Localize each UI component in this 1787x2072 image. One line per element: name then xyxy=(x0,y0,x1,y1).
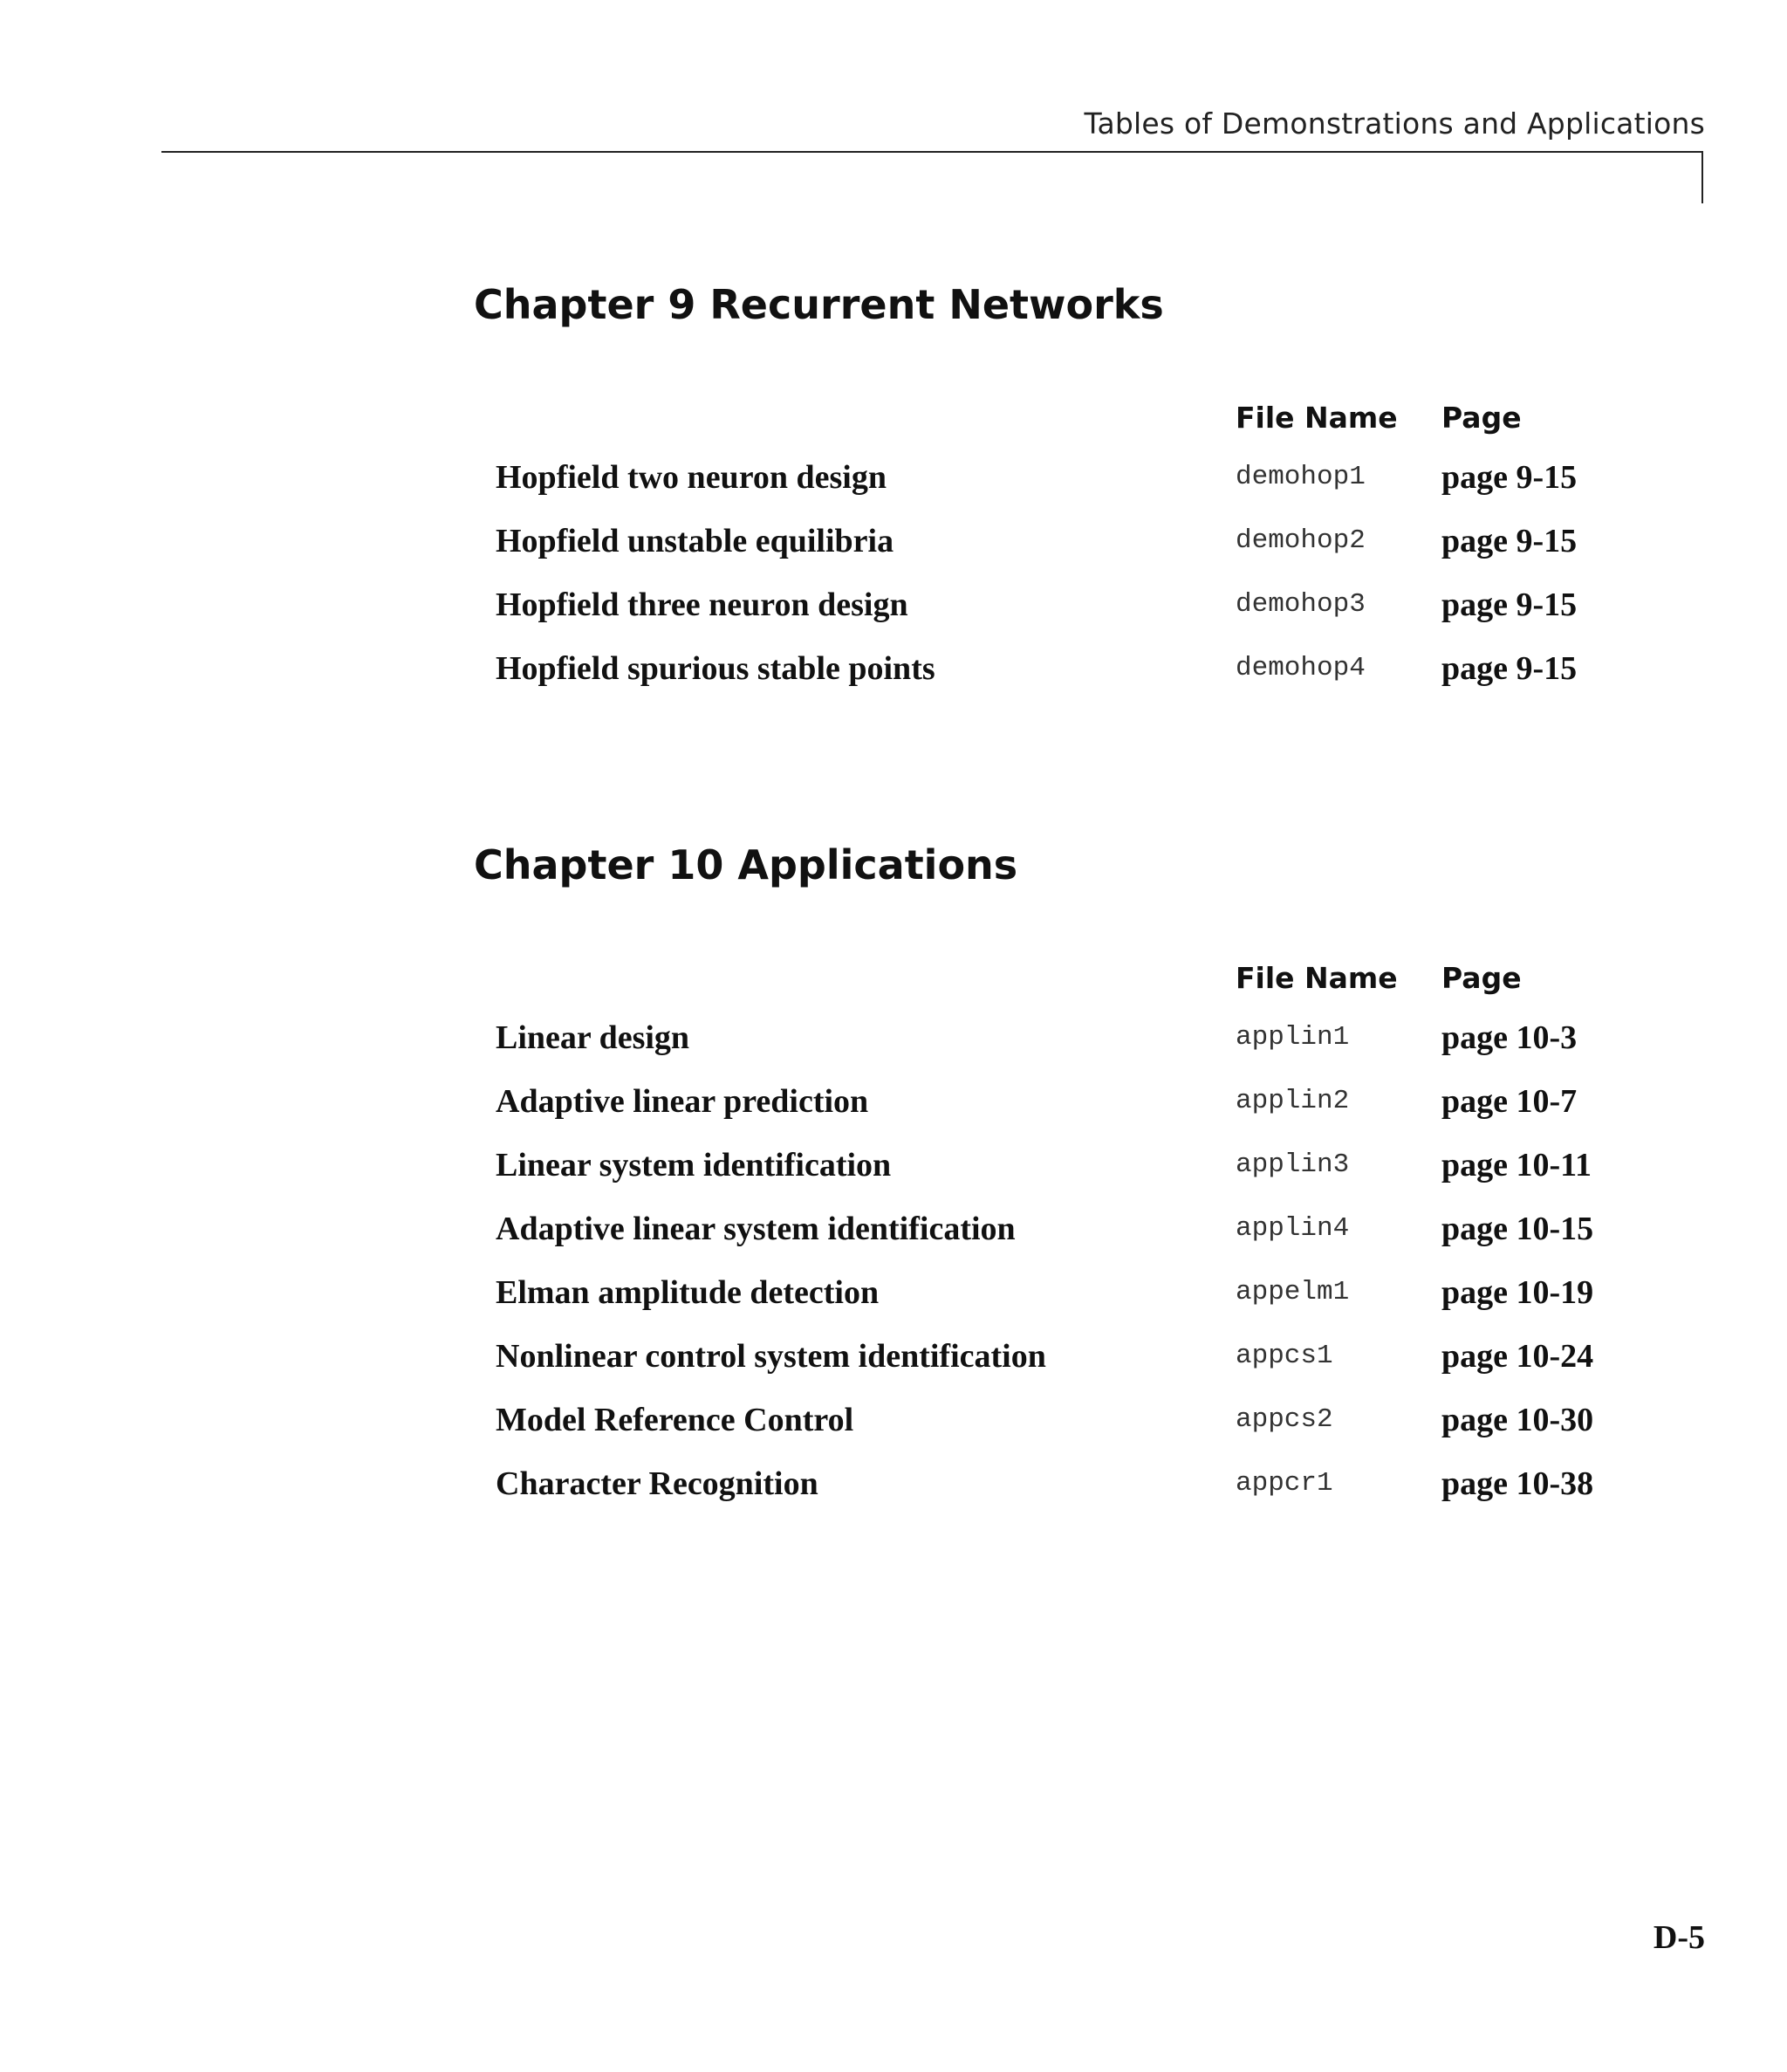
entry-page-ref: page 9-15 xyxy=(1441,523,1578,559)
entry-description: Model Reference Control xyxy=(496,1402,854,1438)
running-header: Tables of Demonstrations and Applications xyxy=(1084,106,1705,141)
table-row xyxy=(0,1465,1787,1517)
header-rule xyxy=(161,151,1703,153)
entry-file-name: demohop2 xyxy=(1236,525,1366,556)
entry-file-name: appcs2 xyxy=(1236,1404,1333,1435)
entry-description: Linear design xyxy=(496,1019,690,1056)
entry-description: Adaptive linear system identification xyxy=(496,1211,1016,1247)
entry-description: Linear system identification xyxy=(496,1147,892,1184)
chapter-9-col-file-name: File Name xyxy=(1236,401,1398,435)
entry-page-ref: page 10-3 xyxy=(1441,1019,1578,1056)
entry-file-name: appelm1 xyxy=(1236,1277,1350,1307)
entry-file-name: appcr1 xyxy=(1236,1468,1333,1499)
entry-page-ref: page 10-24 xyxy=(1441,1338,1594,1375)
entry-description: Adaptive linear prediction xyxy=(496,1083,869,1120)
entry-description: Hopfield two neuron design xyxy=(496,459,887,496)
entry-page-ref: page 10-30 xyxy=(1441,1402,1594,1438)
chapter-9-title: Chapter 9 Recurrent Networks xyxy=(474,281,1164,328)
table-row xyxy=(0,649,1787,702)
entry-page-ref: page 10-7 xyxy=(1441,1083,1578,1120)
chapter-10-title: Chapter 10 Applications xyxy=(474,841,1018,888)
chapter-10-col-page: Page xyxy=(1441,961,1522,995)
entry-description: Character Recognition xyxy=(496,1465,818,1502)
table-row xyxy=(0,1337,1787,1389)
entry-file-name: applin1 xyxy=(1236,1022,1350,1053)
entry-description: Nonlinear control system identification xyxy=(496,1338,1046,1375)
entry-page-ref: page 10-15 xyxy=(1441,1211,1594,1247)
entry-page-ref: page 10-19 xyxy=(1441,1274,1594,1311)
entry-file-name: appcs1 xyxy=(1236,1341,1333,1371)
entry-page-ref: page 9-15 xyxy=(1441,587,1578,623)
table-row xyxy=(0,586,1787,638)
table-row xyxy=(0,1082,1787,1135)
entry-file-name: applin3 xyxy=(1236,1149,1350,1180)
entry-file-name: applin2 xyxy=(1236,1086,1350,1116)
entry-file-name: demohop4 xyxy=(1236,653,1366,683)
table-row xyxy=(0,1273,1787,1326)
entry-description: Hopfield three neuron design xyxy=(496,587,908,623)
entry-description: Elman amplitude detection xyxy=(496,1274,880,1311)
chapter-10-col-file-name: File Name xyxy=(1236,961,1398,995)
table-row xyxy=(0,1146,1787,1198)
chapter-9-col-page: Page xyxy=(1441,401,1522,435)
page-number: D-5 xyxy=(1653,1919,1705,1956)
table-row xyxy=(0,458,1787,511)
table-row xyxy=(0,1401,1787,1453)
entry-file-name: demohop3 xyxy=(1236,589,1366,620)
entry-description: Hopfield unstable equilibria xyxy=(496,523,894,559)
entry-page-ref: page 10-11 xyxy=(1441,1147,1592,1184)
entry-file-name: applin4 xyxy=(1236,1213,1350,1244)
entry-page-ref: page 9-15 xyxy=(1441,459,1578,496)
header-corner-tick xyxy=(1701,151,1703,203)
table-row xyxy=(0,1210,1787,1262)
entry-page-ref: page 9-15 xyxy=(1441,650,1578,687)
table-row xyxy=(0,1019,1787,1071)
entry-description: Hopfield spurious stable points xyxy=(496,650,935,687)
entry-file-name: demohop1 xyxy=(1236,462,1366,492)
table-row xyxy=(0,522,1787,574)
entry-page-ref: page 10-38 xyxy=(1441,1465,1594,1502)
